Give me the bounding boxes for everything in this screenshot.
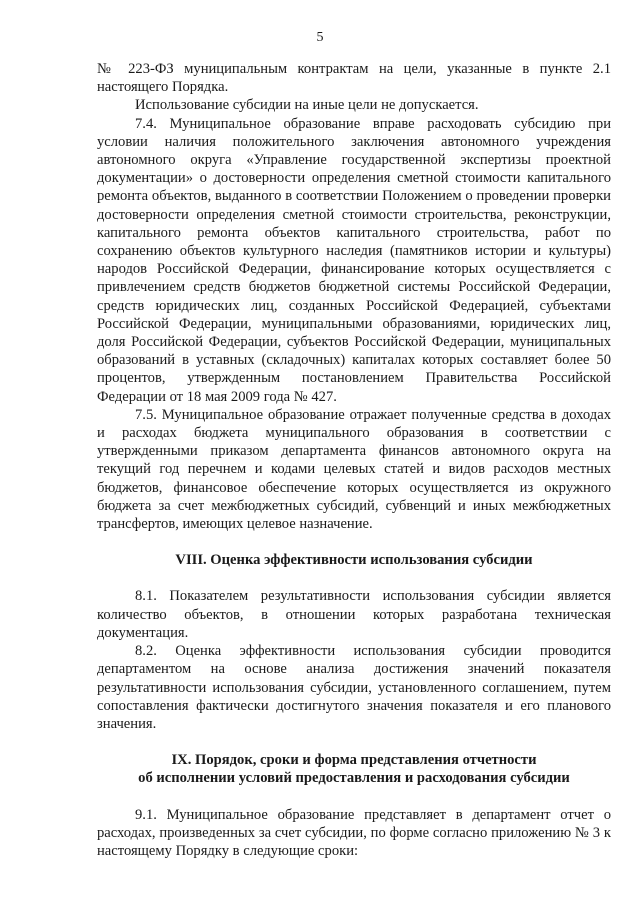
paragraph-continuation: № 223-ФЗ муниципальным контрактам на цели, указанные в пункте 2.1 настоящего Порядка.	[97, 61, 611, 96]
paragraph-7-4: 7.4. Муниципальное образование вправе расходовать субсидию при условии наличия положительного заключения автономного учреждения автономного округа «Управление государственной экспертизы проектной документации» о достоверности определения сметной стоимости капитального ремонта объектов, выданного в соответствии Положением о проведении проверки достоверности определения сметной стоимости строительства, реконструкции, капитального ремонта объектов капитального строительства, работ по сохранению объектов культурного наследия (памятников истории и культуры) народов Российской Федерации, финансирование которых осуществляется с привлечением средств бюджетов бюджетной системы Российской Федерации, средств юридических лиц, созданных Российской Федерацией, субъектами Российской Федерации, муниципальными образованиями, юридических лиц, доля Российской Федерации, субъектов Российской Федерации, муниципальных образований в уставных (складочных) капиталах которых составляет более 50 процентов, утвержденным постановлением Правительства Российской Федерации от 18 мая 2009 года № 427.	[97, 115, 611, 405]
section-heading-9-line2: об исполнении условий предоставления и расходования субсидии	[138, 770, 570, 787]
document-body	[97, 60, 611, 860]
section-heading-8: VIII. Оценка эффективности использования субсидии	[175, 552, 533, 569]
paragraph-8-1: 8.1. Показателем результативности использования субсидии является количество объектов, в отношении которых разработана техническая документация.	[97, 588, 611, 641]
paragraph-8-2: 8.2. Оценка эффективности использования субсидии проводится департаментом на основе анализа достижения значений показателя результативности использования субсидии, установленного соглашением, путем сопоставления фактически достигнутого значения показателя и его планового значения.	[97, 643, 611, 732]
paragraph-7-5: 7.5. Муниципальное образование отражает полученные средства в доходах и расходах бюджета муниципального образования в соответствии с утвержденными приказом департамента финансов автономного округа на текущий год перечнем и кодами целевых статей и видов расходов местных бюджетов, финансовое обеспечение которых осуществляется из окружного бюджета за счет межбюджетных субсидий, субвенций и иных межбюджетных трансфертов, имеющих целевое назначение.	[97, 406, 611, 533]
paragraph-subsidy-restriction: Использование субсидии на иные цели не допускается.	[135, 97, 479, 114]
page-number: 5	[316, 30, 324, 45]
paragraph-9-1: 9.1. Муниципальное образование представляет в департамент отчет о расходах, произведенных за счет субсидии, по форме согласно приложению № 3 к настоящему Порядку в следующие сроки:	[97, 806, 611, 859]
section-heading-9-line1: IX. Порядок, сроки и форма представления отчетности	[171, 752, 537, 769]
